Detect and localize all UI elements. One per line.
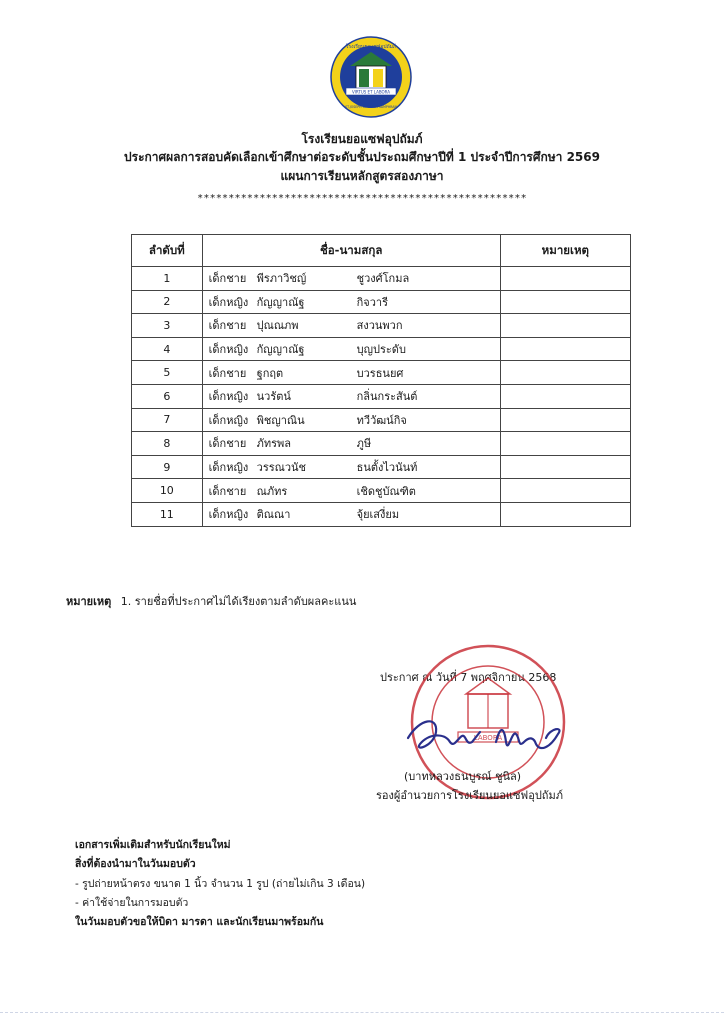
school-name: โรงเรียนยอแซฟอุปถัมภ์	[301, 132, 423, 146]
row-note	[500, 361, 630, 385]
row-note	[500, 290, 630, 314]
last-name: กลิ่นกระสันต์	[356, 390, 418, 404]
row-note	[500, 337, 630, 361]
first-name: ภัทรพล	[256, 437, 292, 451]
table-row	[132, 408, 631, 432]
name-title: เด็กชาย	[208, 484, 247, 498]
name-title: เด็กหญิง	[208, 413, 249, 427]
results-table	[131, 234, 631, 527]
row-note	[500, 384, 630, 408]
row-note	[500, 432, 630, 456]
row-number: 7	[132, 408, 203, 432]
table-row	[132, 432, 631, 456]
announcement-title: ประกาศผลการสอบคัดเลือกเข้าศึกษาต่อระดับชั้นประถมศึกษาปีที่ 1 ประจำปีการศึกษา 2569	[124, 150, 600, 164]
last-name: บุญประดับ	[356, 343, 406, 357]
logo-ribbon-text: VIRTUS ET LABORA	[351, 89, 391, 95]
table-row	[132, 290, 631, 314]
row-name-cell	[202, 290, 500, 314]
logo-bottom-text: ST.JOSEPH UPATHAM SAMPHRAN	[345, 105, 397, 109]
extra-title: เอกสารเพิ่มเติมสำหรับนักเรียนใหม่	[75, 839, 231, 851]
first-name: ติณณา	[256, 508, 291, 522]
name-title: เด็กชาย	[208, 319, 247, 333]
extra-item-photo: - รูปถ่ายหน้าตรง ขนาด 1 นิ้ว จำนวน 1 รูป (ถ่ายไม่เกิน 3 เดือน)	[75, 878, 366, 890]
first-name: ปุณณภพ	[256, 319, 299, 333]
remark	[66, 592, 356, 610]
row-number: 3	[132, 314, 203, 338]
table-row	[132, 502, 631, 526]
signer-name: (บาทหลวงธนบูรณ์ ชูนิล)	[404, 770, 522, 783]
page-bottom-rule	[0, 1012, 724, 1013]
row-note	[500, 502, 630, 526]
signer-position: รองผู้อำนวยการโรงเรียนยอแซฟอุปถัมภ์	[376, 789, 563, 802]
last-name: ภูษี	[356, 437, 372, 451]
header-number: ลำดับที่	[132, 235, 203, 267]
table-row	[132, 479, 631, 503]
extra-closing: ในวันมอบตัวขอให้บิดา มารดา และนักเรียนมาพร้อมกัน	[75, 916, 324, 928]
row-note	[500, 408, 630, 432]
table-row	[132, 337, 631, 361]
row-name-cell	[202, 361, 500, 385]
row-number: 11	[132, 502, 203, 526]
announcement-date: ประกาศ ณ วันที่ 7 พฤศจิกายน 2568	[380, 671, 557, 684]
row-name-cell	[202, 267, 500, 291]
name-title: เด็กหญิง	[208, 295, 249, 309]
first-name: กัญญาณัฐ	[256, 343, 305, 357]
first-name: ณภัทร	[256, 484, 288, 498]
row-number: 4	[132, 337, 203, 361]
stamp-ribbon-text: LABORA	[473, 734, 503, 742]
first-name: ฐกฤต	[256, 366, 284, 380]
first-name: พีรภาวิชญ์	[256, 272, 307, 286]
row-name-cell	[202, 432, 500, 456]
remark-label: หมายเหตุ	[66, 595, 112, 608]
name-title: เด็กหญิง	[208, 508, 249, 522]
table-row	[132, 455, 631, 479]
last-name: สงวนพวก	[356, 319, 403, 333]
remark-text: 1. รายชื่อที่ประกาศไม่ได้เรียงตามลำดับผลคะแนน	[120, 595, 357, 608]
last-name: ทวีวัฒน์กิจ	[356, 413, 407, 427]
row-name-cell	[202, 502, 500, 526]
extra-item-fee: - ค่าใช้จ่ายในการมอบตัว	[75, 897, 189, 909]
table-row	[132, 361, 631, 385]
row-note	[500, 479, 630, 503]
table-row	[132, 384, 631, 408]
row-number: 6	[132, 384, 203, 408]
last-name: ชูวงศ์โกมล	[356, 272, 410, 286]
school-logo	[330, 36, 412, 118]
name-title: เด็กหญิง	[208, 390, 249, 404]
table-row	[132, 314, 631, 338]
last-name: ธนตั้งไวนันท์	[356, 461, 418, 475]
row-number: 8	[132, 432, 203, 456]
header-name: ชื่อ-นามสกุล	[202, 235, 500, 267]
program-title: แผนการเรียนหลักสูตรสองภาษา	[280, 169, 444, 183]
row-number: 9	[132, 455, 203, 479]
row-note	[500, 314, 630, 338]
name-title: เด็กชาย	[208, 272, 247, 286]
row-name-cell	[202, 479, 500, 503]
header-note: หมายเหตุ	[500, 235, 630, 267]
name-title: เด็กหญิง	[208, 343, 249, 357]
row-name-cell	[202, 455, 500, 479]
row-note	[500, 455, 630, 479]
row-number: 1	[132, 267, 203, 291]
name-title: เด็กชาย	[208, 437, 247, 451]
row-note	[500, 267, 630, 291]
row-name-cell	[202, 314, 500, 338]
name-title: เด็กหญิง	[208, 461, 249, 475]
row-name-cell	[202, 384, 500, 408]
table-header-row	[132, 235, 631, 267]
last-name: เชิดชูบัณฑิต	[356, 484, 416, 498]
last-name: บวรธนยศ	[356, 366, 404, 380]
row-number: 5	[132, 361, 203, 385]
extra-subtitle: สิ่งที่ต้องนำมาในวันมอบตัว	[75, 858, 196, 870]
first-name: วรรณวนัช	[256, 461, 307, 475]
name-title: เด็กชาย	[208, 366, 247, 380]
handwritten-signature	[400, 708, 570, 766]
star-divider: *****************************************************	[197, 193, 527, 204]
table-row	[132, 267, 631, 291]
row-number: 2	[132, 290, 203, 314]
last-name: กิจวารี	[356, 295, 389, 309]
logo-top-text: โรงเรียนยอแซฟอุปถัมภ์	[345, 44, 397, 50]
last-name: จุ้ยเสงี่ยม	[356, 508, 400, 522]
row-name-cell	[202, 408, 500, 432]
first-name: นวรัตน์	[256, 390, 291, 404]
first-name: พิชญาณิน	[256, 413, 305, 427]
first-name: กัญญาณัฐ	[256, 295, 305, 309]
row-name-cell	[202, 337, 500, 361]
row-number: 10	[132, 479, 203, 503]
